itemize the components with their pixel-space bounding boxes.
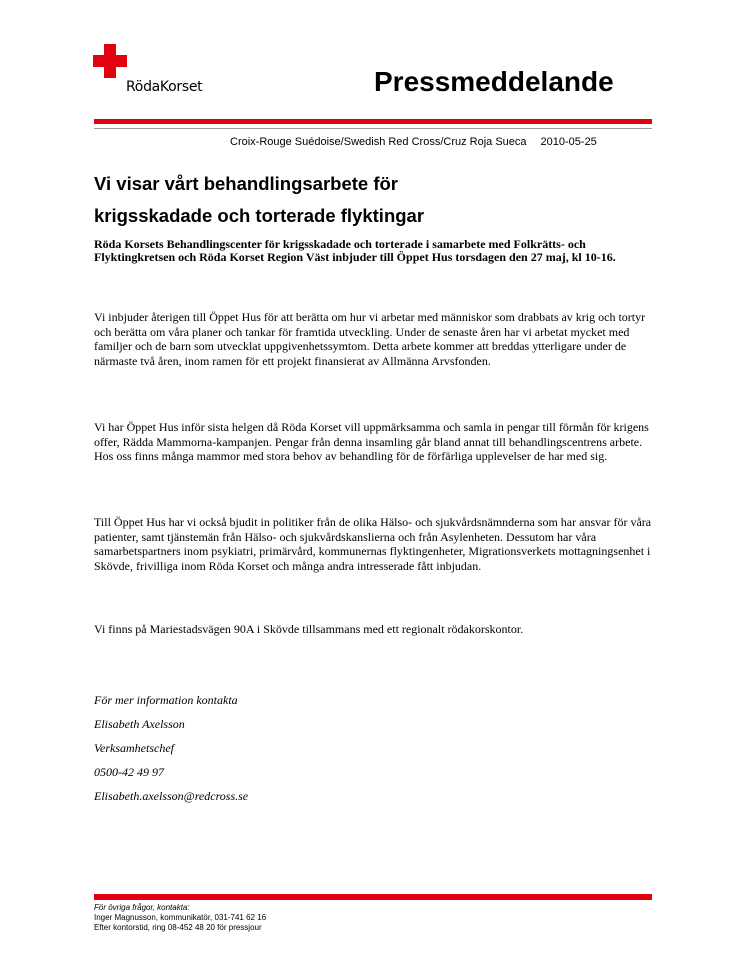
- press-date: 2010-05-25: [540, 136, 597, 148]
- contact-role: Verksamhetschef: [94, 741, 174, 755]
- article-paragraph-2: Vi har Öppet Hus inför sista helgen då Röda Korset vill uppmärksamma och samla in pengar till förmån för krigens offer, Rädda Mammorna-kampanjen. Pengar från denna insamling går bland annat till behandlingscentrens arbete. Hos oss finns många mammor med stora behov av behandling för de förfärliga upplevelser de har med sig.: [94, 420, 649, 463]
- footer-divider: [94, 894, 652, 900]
- red-cross-logo-icon: [93, 44, 127, 78]
- organization-line: [230, 136, 597, 148]
- contact-email: Elisabeth.axelsson@redcross.se: [94, 789, 249, 803]
- header-thin-divider: [94, 128, 652, 129]
- header-divider: [94, 119, 652, 124]
- contact-intro: För mer information kontakta: [94, 693, 238, 707]
- article-paragraph-1: Vi inbjuder återigen till Öppet Hus för att berätta om hur vi arbetar med människor som drabbats av krig och tortyr och berätta om våra planer och tankar för framtida utveckling. Under de senaste åren har vi arbetat mycket med familjer och de barn som utvecklat uppgivenhetssymtom. Detta arbete kommer att breddas ytterligare under de närmaste två åren, inom ramen för ett projekt finansierat av Allmänna Arvsfonden.: [94, 310, 646, 368]
- footer-line-2: Efter kontorstid, ring 08-452 48 20 för pressjour: [94, 923, 262, 932]
- article-lead: Röda Korsets Behandlingscenter för krigsskadade och torterade i samarbete med Folkrätts- och Flyktingkretsen och Röda Korset Region Väst inbjuder till Öppet Hus torsdagen den 27 maj, kl 10-16.: [94, 237, 616, 264]
- article-paragraph-3: Till Öppet Hus har vi också bjudit in politiker från de olika Hälso- och sjukvårdsnämnderna som har ansvar för våra patienter, samt tjänstemän från Hälso- och sjukvårdskanslierna och från Asylenheten. Dessutom har våra samarbetspartners inom psykiatri, primärvård, kommunernas flyktingenheter, Migrationsverkets mottagningsenhet i Skövde, frivilliga inom Röda Korset och många andra intresserade fått inbjudan.: [94, 515, 652, 573]
- article-title: [94, 168, 654, 232]
- footer-contact: [94, 903, 266, 933]
- article-title-line-2: krigsskadade och torterade flyktingar: [94, 205, 425, 226]
- contact-block: [94, 688, 248, 808]
- document-type-heading: Pressmeddelande: [374, 66, 614, 97]
- logo-text: RödaKorset: [126, 79, 203, 95]
- contact-name: Elisabeth Axelsson: [94, 717, 185, 731]
- article-paragraph-4: Vi finns på Mariestadsvägen 90A i Skövde tillsammans med ett regionalt rödakorskontor.: [94, 622, 524, 636]
- article-title-line-1: Vi visar vårt behandlingsarbete för: [94, 173, 398, 194]
- organization-name: Croix-Rouge Suédoise/Swedish Red Cross/Cruz Roja Sueca: [230, 136, 527, 148]
- footer-title: För övriga frågor, kontakta:: [94, 903, 190, 912]
- footer-line-1: Inger Magnusson, kommunikatör, 031-741 62 16: [94, 913, 267, 922]
- contact-phone: 0500-42 49 97: [94, 765, 164, 779]
